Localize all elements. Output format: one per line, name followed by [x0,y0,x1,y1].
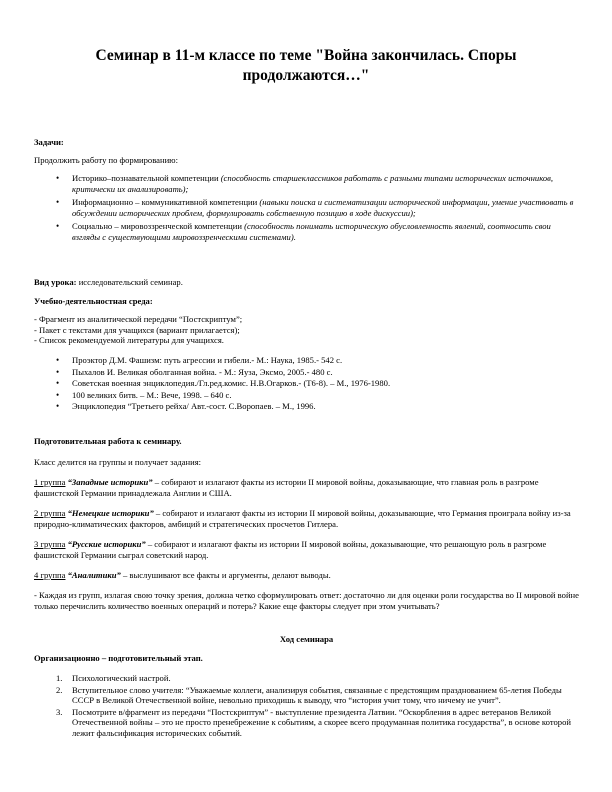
list-item: • Советская военная энциклопедия./Гл.ред.комис. Н.В.Огарков.- (Т6-8). – М., 1976-1980. [34,378,579,389]
list-item: • Пыхалов И. Великая оболганная война. - М.: Яуза, Эксмо, 2005.- 480 с. [34,367,579,378]
list-item: 1. Психологический настрой. [56,673,171,683]
list-item: • Социально – мировоззренческой компетенции (способность понимать историческую обусловленность явлений, соотносить свои взгляды с существующими мировоззренческими системами). [34,221,579,242]
stage-heading: Организационно – подготовительный этап. [34,653,203,663]
course-heading: Ход семинара [279,634,334,644]
prep-heading: Подготовительная работа к семинару. [34,436,182,446]
prep-intro: Класс делится на группы и получает задания: [34,457,202,467]
tasks-intro: Продолжить работу по формированию: [34,155,178,165]
list-item: 3. Посмотрите в/фрагмент из передачи “Постскриптум” - выступление президента Латвии. “Оскорбления в адрес ветеранов Великой Отечественной войны – это не просто пренебрежение к событиям, а скорее всего продуманная политика государства”, в основе которой лежит фальсификация исторических событий. [56,706,571,738]
prep-note: - Каждая из групп, излагая свою точку зрения, должна четко сформулировать ответ: достаточно ли для оценки роли государства во II мировой войне только перечислить количество военных операций и потерь? Какие еще факторы следует при этом учитывать? [34,590,579,611]
title-line-2: продолжаются…" [242,67,370,84]
tasks-heading: Задачи: [34,137,64,147]
literature-list [34,355,579,413]
environment-heading: Учебно-деятельностная среда: [34,296,153,306]
group-4: 4 группа “Аналитики” – выслушивают все факты и аргументы, делают выводы. [34,570,331,580]
list-item: • 100 великих битв. – М.: Вече, 1998. – 640 с. [34,390,579,401]
list-item: • Энциклопедия “Третьего рейха/ Авт.-сост. С.Воропаев. – М., 1996. [34,401,579,412]
group-2: 2 группа “Немецкие историки” – собирают и излагают факты из истории II мировой войны, доказывающие, что Германия проиграла войну из-за природно-климатических факторов, амбиций и стратегических просчетов Гитлера. [34,508,571,529]
group-1: 1 группа “Западные историки” – собирают и излагают факты из истории II мировой войны, доказывающие, что главная роль в разгроме фашистской Германии принадлежала Англии и США. [34,477,539,498]
group-3: 3 группа “Русские историки” – собирают и излагают факты из истории II мировой войны, доказывающие, что решающую роль в разгроме фашистской Германии сыграл советский народ. [34,539,547,560]
page-title [70,46,542,86]
environment-materials: - Фрагмент из аналитической передачи “Постскриптум”; - Пакет с текстами для учащихся (вариант прилагается); - Список рекомендуемой литературы для учащихся. [34,314,243,346]
tasks-list [34,173,579,243]
list-item: • Проэктор Д.М. Фашизм: путь агрессии и гибели.- М.: Наука, 1985.- 542 с. [34,355,579,366]
list-item: 2. Вступительное слово учителя: “Уважаемые коллеги, анализируя события, связанные с предстоящим празднованием 65-летия Победы СССР в Великой Отечественной войне, невольно приходишь к выводу, что “история учит тому, что ничему не учит”. [56,684,562,706]
title-line-1: Семинар в 11-м классе по теме "Война закончилась. Споры [95,47,517,64]
list-item: • Информационно – коммуникативной компетенции (навыки поиска и систематизации исторической информации, умение участвовать в обсуждении исторических проблем, формулировать собственную позицию в ходе дискуссии); [34,197,579,218]
steps-list [34,673,579,739]
list-item: • Историко–познавательной компетенции (способность старшеклассников работать с разными типами исторических источников, критически их анализировать); [34,173,579,194]
lesson-type: Вид урока: исследовательский семинар. [34,277,183,287]
